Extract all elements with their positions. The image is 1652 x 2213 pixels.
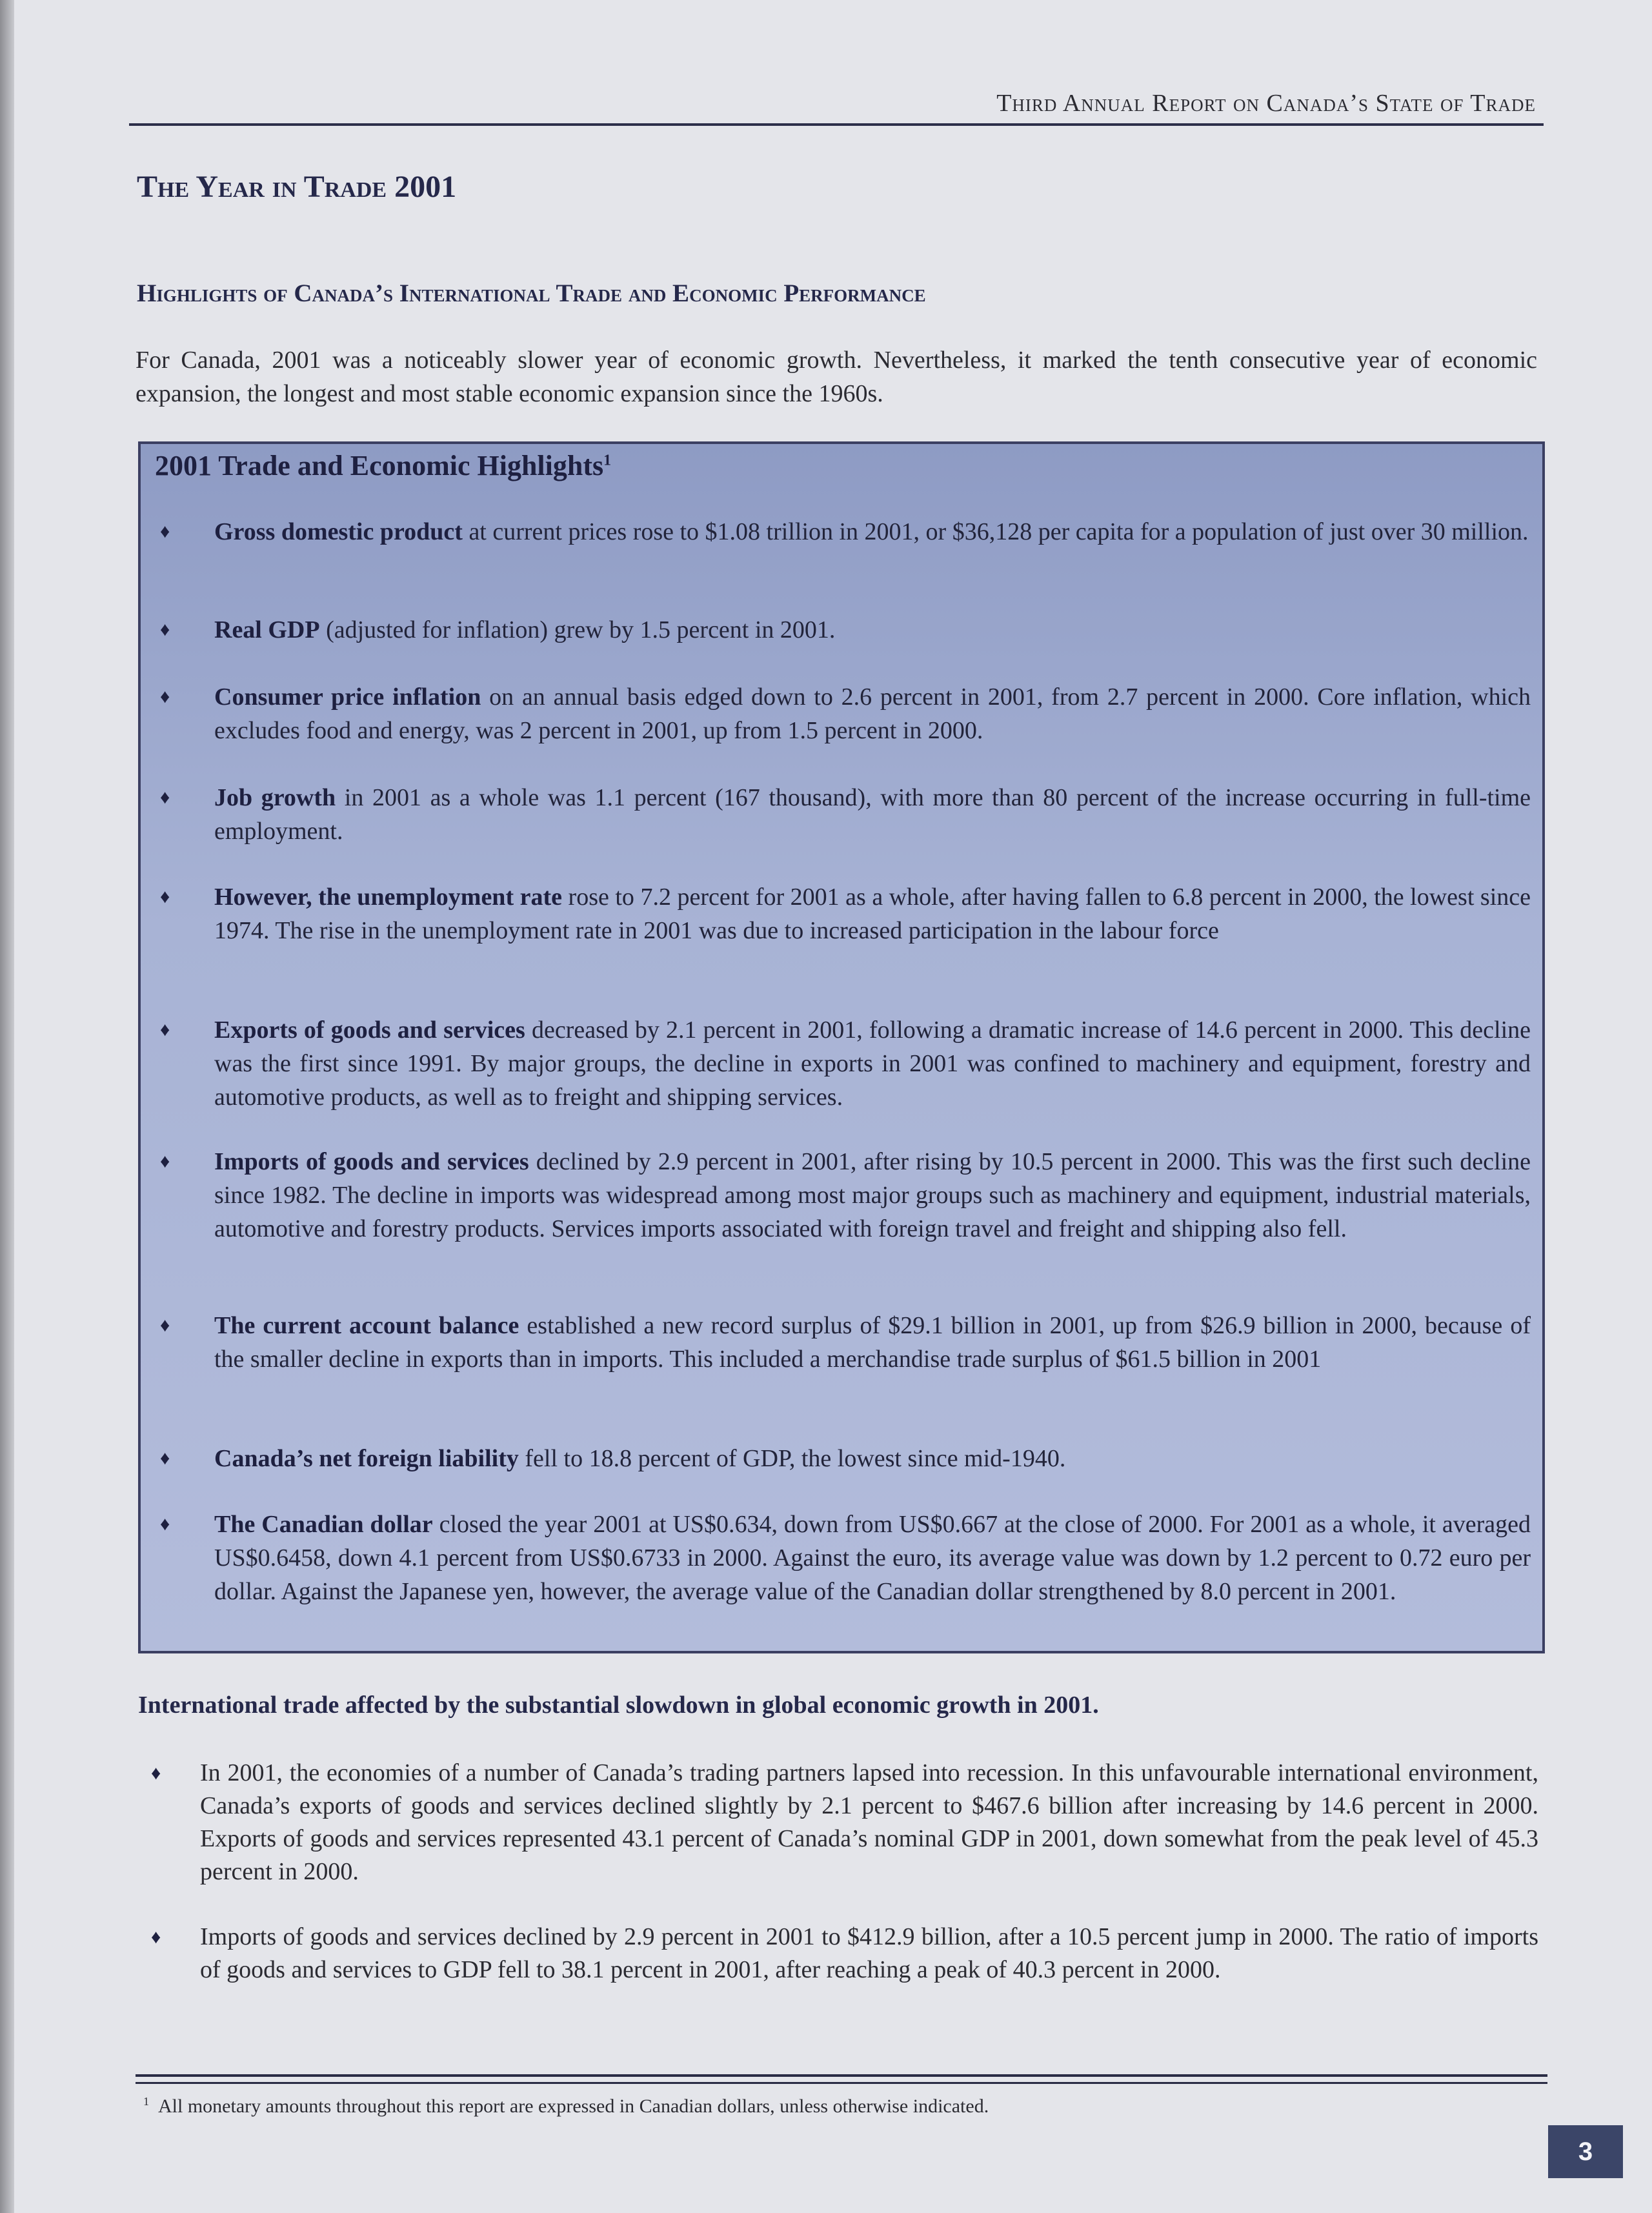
highlight-text: fell to 18.8 percent of GDP, the lowest since mid-1940.	[518, 1445, 1066, 1472]
section-title: The Year in Trade 2001	[137, 170, 457, 204]
footnote-rule	[136, 2074, 1547, 2077]
diamond-bullet-icon: ♦	[160, 521, 170, 542]
highlight-lead: Job growth	[214, 784, 336, 811]
highlight-lead: Exports of goods and services	[214, 1016, 525, 1044]
header-rule	[129, 123, 1544, 126]
highlight-text: decreased by 2.1 percent in 2001, following a dramatic increase of 14.6 percent in 2000. This decline was the first since 1991. By major groups, the decline in exports in 2001 was confined to machinery and equipment, forestry and automotive products, as well as to freight and shipping services.	[214, 1016, 1531, 1111]
footnote-marker: 1	[143, 2095, 149, 2108]
subsection-title: Highlights of Canada’s International Trade and Economic Performance	[137, 279, 926, 307]
highlights-box	[138, 441, 1545, 1653]
page-spine-shadow	[0, 0, 14, 2213]
intro-paragraph: For Canada, 2001 was a noticeably slower year of economic growth. Nevertheless, it marked the tenth consecutive year of economic expansion, the longest and most stable economic expansion since the 1960s.	[136, 347, 1537, 407]
footnote-rule	[136, 2082, 1547, 2084]
footnote-ref: 1	[603, 452, 612, 469]
highlight-text: in 2001 as a whole was 1.1 percent (167 thousand), with more than 80 percent of the increase occurring in full-time employment.	[214, 784, 1531, 845]
highlight-lead: Gross domestic product	[214, 518, 463, 545]
highlight-lead: Real GDP	[214, 616, 320, 643]
highlight-text: closed the year 2001 at US$0.634, down from US$0.667 at the close of 2000. For 2001 as a whole, it averaged US$0.6458, down 4.1 percent from US$0.6733 in 2000. Against the euro, its average value was down by 1.2 percent to 0.72 euro per dollar. Against the Japanese yen, however, the average value of the Canadian dollar strengthened by 8.0 percent in 2001.	[214, 1511, 1531, 1605]
diamond-bullet-icon: ♦	[160, 787, 170, 808]
highlight-text: established a new record surplus of $29.1 billion in 2001, up from $26.9 billion in 2000, because of the smaller decline in exports than in imports. This included a merchandise trade surplus of $61.5 billion in 2001	[214, 1312, 1531, 1373]
highlight-text: at current prices rose to $1.08 trillion in 2001, or $36,128 per capita for a population of just over 30 million.	[462, 518, 1529, 545]
lead-sentence: International trade affected by the substantial slowdown in global economic growth in 2001.	[138, 1692, 1099, 1719]
highlight-text: declined by 2.9 percent in 2001, after rising by 10.5 percent in 2000. This was the first such decline since 1982. The decline in imports was widespread among most major groups such as machinery and equipment, industrial materials, automotive and forestry products. Services imports associated with foreign travel and freight and shipping also fell.	[214, 1148, 1531, 1242]
highlights-title-text: 2001 Trade and Economic Highlights	[155, 450, 604, 481]
paragraph-text: In 2001, the economies of a number of Canada’s trading partners lapsed into recession. In this unfavourable international environment, Canada’s exports of goods and services declined slightly by 2.1 percent to $467.6 billion after increasing by 14.6 percent in 2000. Exports of goods and services represented 43.1 percent of Canada’s nominal GDP in 2001, down somewhat from the peak level of 45.3 percent in 2000.	[200, 1759, 1538, 1885]
diamond-bullet-icon: ♦	[160, 1448, 170, 1469]
diamond-bullet-icon: ♦	[160, 1019, 170, 1040]
diamond-bullet-icon: ♦	[160, 619, 170, 640]
page-number: 3	[1548, 2125, 1623, 2178]
diamond-bullet-icon: ♦	[160, 1151, 170, 1172]
running-head: Third Annual Report on Canada’s State of Trade	[996, 90, 1536, 117]
highlight-lead: Imports of goods and services	[214, 1148, 529, 1175]
highlight-text: on an annual basis edged down to 2.6 percent in 2001, from 2.7 percent in 2000. Core inflation, which excludes food and energy, was 2 percent in 2001, up from 1.5 percent in 2000.	[214, 683, 1531, 744]
diamond-bullet-icon: ♦	[160, 686, 170, 707]
footnote	[143, 2095, 989, 2117]
diamond-bullet-icon: ♦	[151, 1926, 161, 1948]
highlight-lead: However, the unemployment rate	[214, 884, 563, 911]
highlight-text: rose to 7.2 percent for 2001 as a whole, after having fallen to 6.8 percent in 2000, the lowest since 1974. The rise in the unemployment rate in 2001 was due to increased participation in the labour force	[214, 884, 1531, 944]
diamond-bullet-icon: ♦	[160, 1315, 170, 1336]
highlight-lead: Consumer price inflation	[214, 683, 481, 711]
footnote-text: All monetary amounts throughout this report are expressed in Canadian dollars, unless otherwise indicated.	[158, 2096, 989, 2117]
diamond-bullet-icon: ♦	[160, 1513, 170, 1535]
diamond-bullet-icon: ♦	[160, 886, 170, 907]
highlights-box-title	[155, 449, 611, 482]
highlight-text: (adjusted for inflation) grew by 1.5 percent in 2001.	[319, 616, 836, 643]
highlight-lead: The Canadian dollar	[214, 1511, 433, 1538]
diamond-bullet-icon: ♦	[151, 1763, 161, 1784]
highlight-lead: Canada’s net foreign liability	[214, 1445, 519, 1472]
highlight-lead: The current account balance	[214, 1312, 519, 1339]
paragraph-text: Imports of goods and services declined by 2.9 percent in 2001 to $412.9 billion, after a 10.5 percent jump in 2000. The ratio of imports of goods and services to GDP fell to 38.1 percent in 2001, after reaching a peak of 40.3 percent in 2000.	[200, 1923, 1538, 1983]
